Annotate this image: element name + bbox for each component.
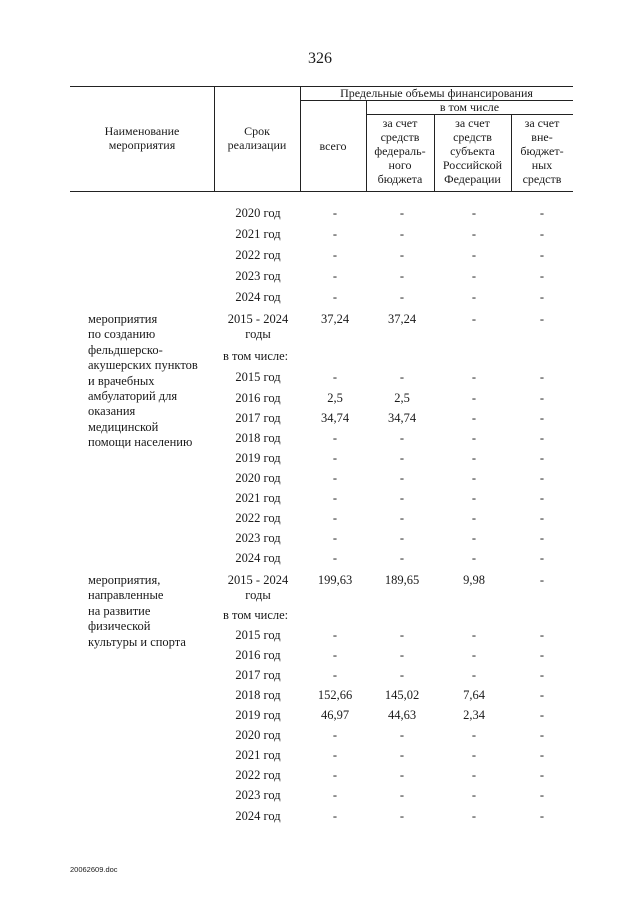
header-regional-line-2: средств: [453, 130, 492, 144]
extra-cell: -: [539, 411, 545, 425]
regional-cell: -: [471, 628, 477, 642]
total-cell: -: [332, 748, 338, 762]
extra-cell: -: [539, 451, 545, 465]
federal-cell: -: [399, 269, 405, 283]
activity-name-line: медицинской: [88, 419, 159, 434]
total-cell: -: [332, 206, 338, 220]
table-row: [0, 290, 640, 311]
total-cell: -: [332, 290, 338, 304]
year-cell: 2023 год: [235, 531, 281, 545]
table-row: [0, 451, 640, 472]
total-cell: -: [332, 628, 338, 642]
table-row: [0, 768, 640, 789]
header-regional-line-4: Российской: [442, 158, 503, 172]
table-row: [0, 370, 640, 391]
extra-cell: -: [539, 768, 545, 782]
total-cell: -: [332, 551, 338, 565]
regional-cell: -: [471, 269, 477, 283]
regional-cell: -: [471, 809, 477, 823]
table-row: [0, 551, 640, 572]
federal-cell: -: [399, 451, 405, 465]
header-federal-line-1: за счет: [382, 116, 418, 130]
federal-cell: -: [399, 511, 405, 525]
table-row: [0, 531, 640, 552]
federal-cell: -: [399, 768, 405, 782]
header-regional: [434, 116, 511, 186]
federal-cell: -: [399, 290, 405, 304]
header-extra-line-5: средств: [522, 172, 562, 186]
header-extra-line-3: бюджет-: [520, 144, 564, 158]
extra-cell: -: [539, 312, 545, 326]
period-cell: 2015 - 2024: [227, 573, 289, 587]
table-row-including: [0, 608, 640, 629]
total-cell: -: [332, 728, 338, 742]
regional-cell: -: [471, 312, 477, 326]
regional-cell: -: [471, 788, 477, 802]
regional-cell: -: [471, 648, 477, 662]
extra-cell: -: [539, 708, 545, 722]
federal-cell: 37,24: [387, 312, 417, 326]
header-regional-line-3: субъекта: [450, 144, 495, 158]
federal-cell: -: [399, 491, 405, 505]
total-cell: 46,97: [320, 708, 350, 722]
regional-cell: 9,98: [463, 573, 485, 587]
period-sub-cell: годы: [245, 327, 271, 341]
header-including: в том числе: [439, 100, 500, 114]
total-cell: 37,24: [320, 312, 350, 326]
including-label: в том числе:: [223, 349, 289, 363]
year-cell: 2024 год: [235, 290, 281, 304]
federal-cell: -: [399, 248, 405, 262]
year-cell: 2016 год: [235, 648, 281, 662]
extra-cell: -: [539, 206, 545, 220]
activity-name-line: оказания: [88, 404, 136, 419]
header-federal-line-4: ного: [388, 158, 412, 172]
table-row: [0, 269, 640, 290]
header-name-line-1: Наименование: [104, 124, 180, 138]
header-federal-line-5: бюджета: [377, 172, 423, 186]
total-cell: -: [332, 227, 338, 241]
year-cell: 2024 год: [235, 809, 281, 823]
extra-cell: -: [539, 573, 545, 587]
header-funding-title: Предельные объемы финансирования: [340, 86, 533, 100]
activity-name-line: культуры и спорта: [88, 634, 186, 649]
federal-cell: -: [399, 471, 405, 485]
extra-cell: -: [539, 491, 545, 505]
page-number: 326: [308, 50, 332, 67]
table-row: [0, 809, 640, 830]
federal-cell: -: [399, 628, 405, 642]
federal-cell: 34,74: [387, 411, 417, 425]
table-row: [0, 206, 640, 227]
table-row: [0, 788, 640, 809]
regional-cell: -: [471, 471, 477, 485]
regional-cell: -: [471, 491, 477, 505]
regional-cell: -: [471, 531, 477, 545]
header-total: всего: [319, 139, 347, 153]
total-cell: 199,63: [317, 573, 353, 587]
year-cell: 2023 год: [235, 788, 281, 802]
activity-name-line: на развитие: [88, 603, 151, 618]
year-cell: 2020 год: [235, 728, 281, 742]
federal-cell: -: [399, 551, 405, 565]
total-cell: -: [332, 668, 338, 682]
year-cell: 2021 год: [235, 227, 281, 241]
extra-cell: -: [539, 531, 545, 545]
document-filename: 20062609.doc: [70, 865, 118, 874]
table-row: [0, 668, 640, 689]
period-sub-cell: годы: [245, 588, 271, 602]
federal-cell: -: [399, 227, 405, 241]
regional-cell: -: [471, 451, 477, 465]
total-cell: -: [332, 768, 338, 782]
federal-cell: -: [399, 431, 405, 445]
federal-cell: -: [399, 788, 405, 802]
extra-cell: -: [539, 370, 545, 384]
header-federal: [366, 116, 434, 186]
period-cell: 2015 - 2024: [227, 312, 289, 326]
extra-cell: -: [539, 728, 545, 742]
federal-cell: 189,65: [384, 573, 420, 587]
header-extra-line-1: за счет: [524, 116, 560, 130]
regional-cell: -: [471, 370, 477, 384]
header-federal-line-3: федераль-: [374, 144, 426, 158]
table-row: [0, 728, 640, 749]
total-cell: -: [332, 531, 338, 545]
table-row: [0, 431, 640, 452]
activity-name-line: и врачебных: [88, 373, 155, 388]
activity-name-line: направленные: [88, 588, 164, 603]
header-extra-line-2: вне-: [531, 130, 553, 144]
table-row: [0, 648, 640, 669]
activity-name-line: амбулаторий для: [88, 389, 178, 404]
extra-cell: -: [539, 471, 545, 485]
extra-cell: -: [539, 511, 545, 525]
regional-cell: -: [471, 511, 477, 525]
year-cell: 2019 год: [235, 708, 281, 722]
activity-name-line: акушерских пунктов: [88, 358, 198, 373]
extra-cell: -: [539, 648, 545, 662]
regional-cell: 7,64: [463, 688, 485, 702]
regional-cell: -: [471, 391, 477, 405]
activity-name-line: мероприятия: [88, 312, 158, 326]
total-cell: -: [332, 648, 338, 662]
total-cell: 34,74: [320, 411, 350, 425]
year-cell: 2020 год: [235, 206, 281, 220]
regional-cell: -: [471, 290, 477, 304]
federal-cell: -: [399, 668, 405, 682]
year-cell: 2016 год: [235, 391, 281, 405]
extra-cell: -: [539, 248, 545, 262]
year-cell: 2022 год: [235, 511, 281, 525]
year-cell: 2018 год: [235, 688, 281, 702]
activity-name-line: помощи населению: [88, 435, 193, 450]
total-cell: -: [332, 491, 338, 505]
total-cell: -: [332, 809, 338, 823]
table-row-period-total: [0, 312, 640, 346]
total-cell: -: [332, 451, 338, 465]
header-period-line-2: реализации: [227, 138, 287, 152]
header-extra-line-4: ных: [531, 158, 553, 172]
table-row: [0, 248, 640, 269]
regional-cell: -: [471, 248, 477, 262]
federal-cell: -: [399, 370, 405, 384]
year-cell: 2022 год: [235, 248, 281, 262]
year-cell: 2022 год: [235, 768, 281, 782]
table-row: [0, 411, 640, 432]
including-label: в том числе:: [223, 608, 289, 622]
extra-cell: -: [539, 431, 545, 445]
extra-cell: -: [539, 551, 545, 565]
regional-cell: -: [471, 551, 477, 565]
federal-cell: 44,63: [387, 708, 417, 722]
year-cell: 2015 год: [235, 628, 281, 642]
regional-cell: -: [471, 411, 477, 425]
total-cell: 152,66: [317, 688, 353, 702]
total-cell: -: [332, 471, 338, 485]
federal-cell: -: [399, 206, 405, 220]
total-cell: 2,5: [327, 391, 343, 405]
total-cell: -: [332, 511, 338, 525]
year-cell: 2024 год: [235, 551, 281, 565]
federal-cell: -: [399, 809, 405, 823]
extra-cell: -: [539, 269, 545, 283]
year-cell: 2021 год: [235, 491, 281, 505]
header-extra: [511, 116, 573, 186]
extra-cell: -: [539, 227, 545, 241]
activity-name-line: фельдшерско-: [88, 342, 163, 357]
year-cell: 2018 год: [235, 431, 281, 445]
table-row: [0, 688, 640, 709]
table-row: [0, 471, 640, 492]
header-period-line-1: Срок: [244, 124, 270, 138]
extra-cell: -: [539, 748, 545, 762]
total-cell: -: [332, 370, 338, 384]
table-row-including: [0, 349, 640, 370]
table-header: [70, 86, 573, 192]
total-cell: -: [332, 269, 338, 283]
activity-name-line: мероприятия,: [88, 573, 161, 587]
header-name-line-2: мероприятия: [108, 138, 176, 152]
table-row: [0, 628, 640, 649]
federal-cell: -: [399, 648, 405, 662]
year-cell: 2020 год: [235, 471, 281, 485]
year-cell: 2017 год: [235, 411, 281, 425]
table-row: [0, 708, 640, 729]
year-cell: 2019 год: [235, 451, 281, 465]
regional-cell: 2,34: [463, 708, 485, 722]
federal-cell: 145,02: [384, 688, 420, 702]
year-cell: 2015 год: [235, 370, 281, 384]
extra-cell: -: [539, 391, 545, 405]
total-cell: -: [332, 788, 338, 802]
extra-cell: -: [539, 290, 545, 304]
total-cell: -: [332, 248, 338, 262]
table-row: [0, 491, 640, 512]
regional-cell: -: [471, 206, 477, 220]
header-period-column: [214, 124, 300, 152]
regional-cell: -: [471, 431, 477, 445]
federal-cell: -: [399, 748, 405, 762]
header-regional-line-1: за счет: [455, 116, 490, 130]
table-row: [0, 511, 640, 532]
extra-cell: -: [539, 688, 545, 702]
federal-cell: -: [399, 728, 405, 742]
federal-cell: 2,5: [394, 391, 410, 405]
table-row-period-total: [0, 573, 640, 607]
header-federal-line-2: средств: [380, 130, 420, 144]
regional-cell: -: [471, 728, 477, 742]
extra-cell: -: [539, 788, 545, 802]
table-row: [0, 748, 640, 769]
activity-name-line: по созданию: [88, 327, 156, 342]
header-regional-line-5: Федерации: [444, 172, 501, 186]
year-cell: 2023 год: [235, 269, 281, 283]
regional-cell: -: [471, 227, 477, 241]
year-cell: 2017 год: [235, 668, 281, 682]
extra-cell: -: [539, 809, 545, 823]
regional-cell: -: [471, 768, 477, 782]
activity-name-line: физической: [88, 619, 151, 634]
extra-cell: -: [539, 628, 545, 642]
regional-cell: -: [471, 748, 477, 762]
table-row: [0, 391, 640, 412]
total-cell: -: [332, 431, 338, 445]
year-cell: 2021 год: [235, 748, 281, 762]
extra-cell: -: [539, 668, 545, 682]
table-row: [0, 227, 640, 248]
regional-cell: -: [471, 668, 477, 682]
header-name-column: [70, 124, 214, 152]
federal-cell: -: [399, 531, 405, 545]
